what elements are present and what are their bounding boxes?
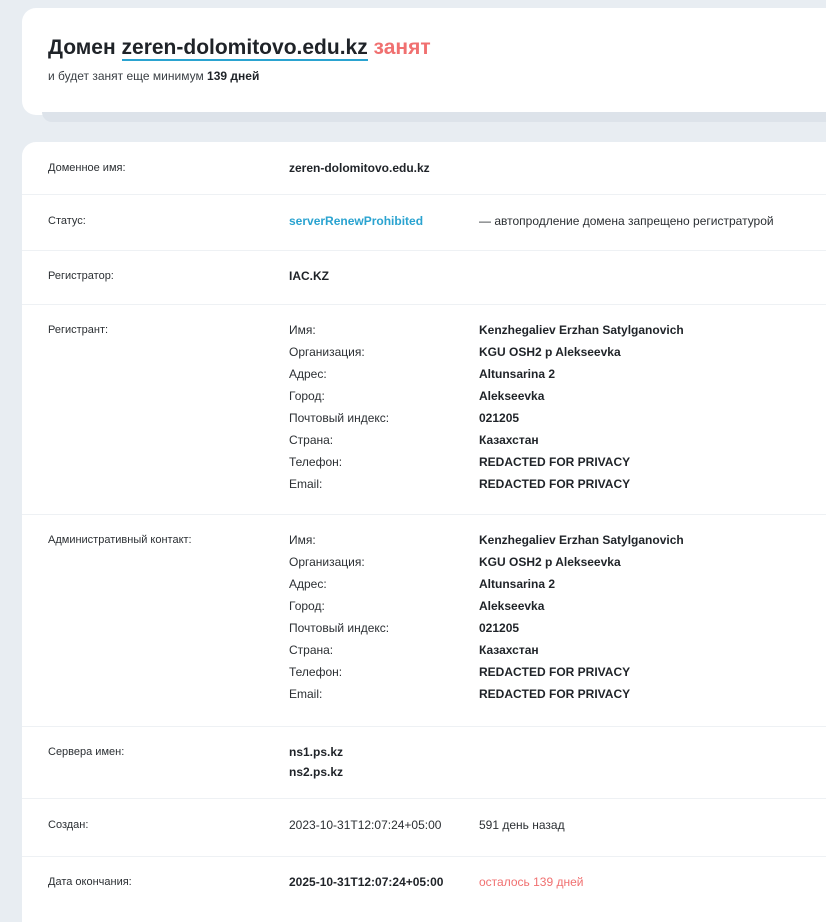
field-value: Kenzhegaliev Erzhan Satylganovich <box>479 323 684 337</box>
domain-state-badge: занят <box>373 36 431 59</box>
field-key: Имя: <box>289 533 316 547</box>
status-description: — автопродление домена запрещено регистратурой <box>479 214 774 228</box>
row-domain-name <box>22 142 826 195</box>
row-registrant <box>22 304 826 515</box>
field-value: 021205 <box>479 621 520 635</box>
created-age: 591 день назад <box>479 818 565 832</box>
field-value: Казахстан <box>479 433 539 447</box>
registrant-field <box>22 477 826 499</box>
field-key: Организация: <box>289 555 365 569</box>
field-key: Телефон: <box>289 455 343 469</box>
admin-field <box>22 599 826 621</box>
field-key: Почтовый индекс: <box>289 621 390 635</box>
field-key: Адрес: <box>289 577 327 591</box>
registrant-field <box>22 411 826 433</box>
busy-duration-days: 139 дней <box>207 69 260 83</box>
whois-details-card <box>22 142 826 922</box>
page-title <box>48 36 826 60</box>
busy-duration-text <box>48 69 826 83</box>
created-label: Создан: <box>48 819 89 831</box>
registrant-field <box>22 345 826 367</box>
admin-field <box>22 533 826 555</box>
admin-field <box>22 687 826 709</box>
field-key: Город: <box>289 599 325 613</box>
field-value: REDACTED FOR PRIVACY <box>479 477 631 491</box>
field-value: Alekseevka <box>479 389 545 403</box>
registrar-label: Регистратор: <box>48 270 114 282</box>
registrant-field <box>22 389 826 411</box>
admin-field <box>22 621 826 643</box>
nameserver-1: ns1.ps.kz <box>289 745 344 759</box>
field-value: KGU OSH2 p Alekseevka <box>479 555 621 569</box>
field-key: Email: <box>289 687 323 701</box>
admin-field <box>22 577 826 599</box>
row-registrar <box>22 250 826 305</box>
field-value: Alekseevka <box>479 599 545 613</box>
field-value: REDACTED FOR PRIVACY <box>479 665 631 679</box>
admin-field <box>22 555 826 577</box>
field-value: REDACTED FOR PRIVACY <box>479 455 631 469</box>
card-shadow <box>42 112 826 122</box>
domain-name-label: Доменное имя: <box>48 162 126 174</box>
field-value: Kenzhegaliev Erzhan Satylganovich <box>479 533 684 547</box>
row-expiration <box>22 856 826 922</box>
status-label: Статус: <box>48 215 86 227</box>
nameserver-2: ns2.ps.kz <box>289 765 344 779</box>
domain-link[interactable]: zeren-dolomitovo.edu.kz <box>121 36 368 59</box>
registrant-field <box>22 433 826 455</box>
row-nameservers <box>22 726 826 799</box>
admin-field <box>22 643 826 665</box>
field-key: Город: <box>289 389 325 403</box>
busy-duration-prefix: и будет занят еще минимум <box>48 69 204 83</box>
registrar-value: IAC.KZ <box>289 269 329 283</box>
field-value: 021205 <box>479 411 520 425</box>
field-key: Страна: <box>289 643 334 657</box>
registrant-field <box>22 323 826 345</box>
field-value: KGU OSH2 p Alekseevka <box>479 345 621 359</box>
row-status <box>22 194 826 251</box>
row-admin-contact <box>22 514 826 727</box>
field-key: Имя: <box>289 323 316 337</box>
title-prefix: Домен <box>48 36 116 59</box>
status-value-link[interactable]: serverRenewProhibited <box>289 214 424 228</box>
row-created <box>22 798 826 857</box>
field-key: Email: <box>289 477 323 491</box>
admin-field <box>22 665 826 687</box>
domain-summary-card <box>22 8 826 115</box>
field-value: Altunsarina 2 <box>479 367 556 381</box>
registrant-field <box>22 367 826 389</box>
field-key: Почтовый индекс: <box>289 411 390 425</box>
field-key: Страна: <box>289 433 334 447</box>
field-value: REDACTED FOR PRIVACY <box>479 687 631 701</box>
created-value: 2023-10-31T12:07:24+05:00 <box>289 818 442 832</box>
expiration-label: Дата окончания: <box>48 876 132 888</box>
registrant-label: Регистрант: <box>48 324 109 336</box>
expiration-remaining: осталось 139 дней <box>479 875 584 889</box>
nameservers-label: Сервера имен: <box>48 746 125 758</box>
field-key: Организация: <box>289 345 365 359</box>
domain-name-value: zeren-dolomitovo.edu.kz <box>289 161 430 175</box>
field-value: Altunsarina 2 <box>479 577 556 591</box>
admin-contact-label: Административный контакт: <box>48 534 192 546</box>
field-key: Адрес: <box>289 367 327 381</box>
registrant-field <box>22 455 826 477</box>
field-key: Телефон: <box>289 665 343 679</box>
expiration-value: 2025-10-31T12:07:24+05:00 <box>289 875 444 889</box>
field-value: Казахстан <box>479 643 539 657</box>
